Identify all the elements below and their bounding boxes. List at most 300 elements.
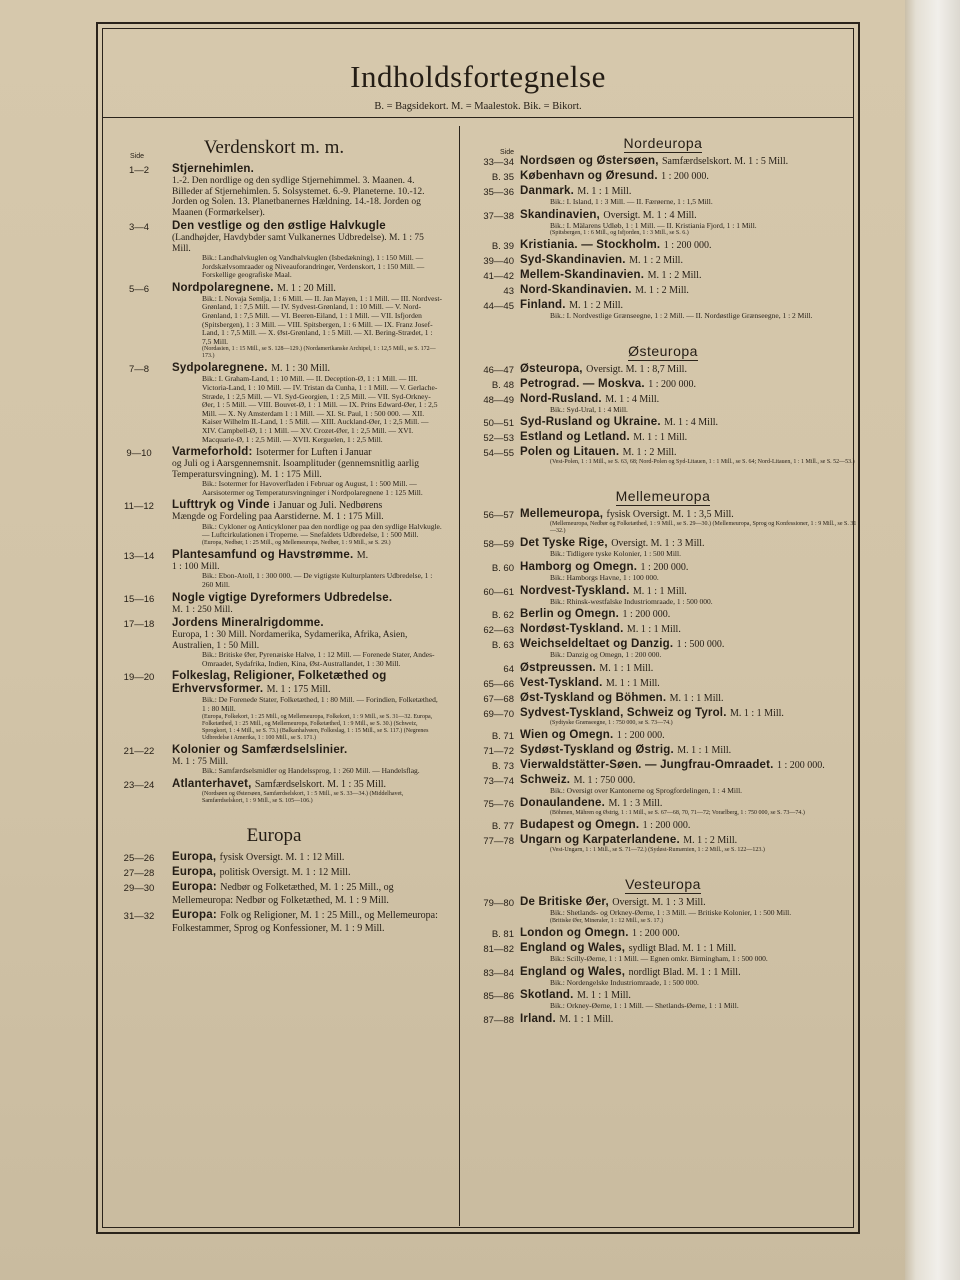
entry-title: Kolonier og Samfærdselslinier.	[172, 743, 348, 756]
entry-scale: M. 1 : 2 Mill.	[647, 270, 702, 282]
entry-scale: Oversigt. M. 1 : 4 Mill.	[603, 209, 697, 221]
page-number: 50—51	[483, 418, 514, 430]
section-title-text: Europa	[246, 824, 302, 846]
entry-scale: Samfærdselskort. M. 1 : 5 Mill.	[662, 156, 789, 167]
entry-scale: M. 1 : 1 Mill.	[605, 677, 660, 689]
toc-entry	[468, 819, 858, 832]
entry-heading	[172, 744, 442, 757]
page-number: 35—36	[483, 187, 514, 198]
entry-body	[520, 416, 858, 429]
entry-scale: 1 : 500 000.	[676, 639, 725, 651]
toc-entry	[468, 896, 858, 925]
entry-heading	[520, 759, 858, 772]
page-number: 11—12	[124, 501, 154, 513]
toc-entry	[468, 662, 858, 675]
entry-title: Nordsøen og Østersøen,	[520, 155, 659, 167]
toc-entry	[468, 927, 858, 940]
toc-entry	[468, 585, 858, 607]
page-number: 58—59	[483, 539, 514, 551]
entry-title: Folkeslag, Religioner, Folketæthed og Erhvervsformer.	[172, 670, 387, 696]
entry-title: Mellem-Skandinavien.	[520, 269, 645, 282]
entry-body	[520, 585, 858, 607]
page-number: 77—78	[483, 836, 514, 848]
entry-title: De Britiske Øer,	[520, 896, 609, 909]
entry-body	[520, 759, 858, 772]
entry-body	[520, 834, 858, 854]
entry-heading	[172, 282, 442, 295]
entry-title: Plantesamfund og Havstrømme.	[172, 548, 354, 561]
entry-inset-maps: Bik.: Danzig og Omegn, 1 : 200 000.	[550, 650, 662, 660]
page-number: 54—55	[483, 448, 514, 460]
section-title-text: Nordeuropa	[623, 135, 703, 151]
page-number: 15—16	[123, 593, 155, 605]
page-number: 52—53	[483, 433, 514, 445]
page-number: 75—76	[483, 799, 514, 811]
entry-title: Schweiz.	[520, 773, 571, 786]
page-number: B. 77	[491, 821, 514, 833]
entry-body	[520, 284, 858, 297]
entry-scale: fysisk Oversigt. M. 1 : 12 Mill.	[219, 851, 345, 863]
entry-title: Den vestlige og den østlige Halvkugle	[172, 220, 386, 232]
entry-title: England og Wales,	[520, 941, 626, 954]
entry-scale: 1 : 200 000.	[616, 729, 665, 741]
toc-entry	[106, 909, 442, 935]
page-number: 85—86	[483, 991, 514, 1003]
toc-entry	[468, 363, 858, 376]
entry-body	[520, 561, 858, 583]
entry-title: Nord-Skandinavien.	[520, 284, 632, 297]
entry-body	[172, 851, 442, 864]
toc-entry	[106, 744, 442, 776]
section-title	[468, 488, 858, 504]
entry-body	[520, 446, 858, 466]
entry-scale: M.	[356, 549, 369, 561]
entry-description: (Landhøjder, Havdybder samt Vulkanernes Udbredelse). M. 1 : 75 Mill.	[172, 233, 424, 254]
toc-entry	[468, 774, 858, 796]
entry-title: Mellemeuropa,	[520, 508, 604, 521]
entry-inset-maps: Bik.: I. Novaja Semlja, 1 : 6 Mill. — II. Jan Mayen, 1 : 1 Mill. — III. Nordvest-Grønland, 1 : 7,5 Mill. — IV. Sydvest-Grønland, 1 : 10 Mill. — V. Nord-Grønland, 1 : 7,5 Mill. — VI. Beeren-Eiland, 1 : 1 Mill. — VII. Isfjorden (Spitsbergen), 1 : 3 Mill. — VIII. Spitsbergen, 1 : 6 Mill. — IX. Franz Josef-Land, 1 : 7,5 Mill. — X. Øst-Grønland, 1 : 5 Mill. — XI. Bering-Strædet, 1 : 7,5 Mill.	[202, 293, 442, 346]
page-number: 83—84	[483, 967, 514, 979]
entry-heading	[172, 909, 442, 935]
entry-scale: M. 1 : 1 Mill.	[633, 432, 688, 444]
page-number: 65—66	[483, 678, 514, 690]
toc-entry	[468, 797, 858, 817]
entry-body	[172, 778, 442, 805]
entry-heading	[520, 819, 858, 832]
toc-entry	[468, 561, 858, 583]
entry-heading	[520, 942, 858, 955]
entry-scale: Oversigt. M. 1 : 3 Mill.	[611, 538, 705, 550]
entry-heading	[172, 881, 442, 907]
entry-heading	[520, 585, 858, 598]
entry-scale: M. 1 : 1 Mill.	[632, 585, 687, 597]
entry-title: Europa:	[172, 908, 217, 921]
page-number: 60—61	[483, 586, 514, 598]
entry-heading	[520, 797, 858, 810]
entry-title: London og Omegn.	[520, 926, 629, 939]
entry-heading	[172, 617, 442, 630]
toc-entry	[468, 299, 858, 321]
toc-entry	[468, 378, 858, 391]
section-title-text: Verdenskort m. m.	[203, 137, 345, 158]
entry-title: Ungarn og Karpaterlandene.	[520, 834, 680, 847]
entry-scale: Nedbør og Folketæthed, M. 1 : 25 Mill., og Mellemeuropa: Nedbør og Folketæthed, M. 1 : 9 Mill.	[172, 881, 394, 906]
entry-title: Atlanterhavet,	[172, 777, 252, 790]
toc-entry	[468, 942, 858, 964]
entry-title: Donaulandene.	[520, 797, 606, 810]
entry-title: Europa:	[172, 880, 217, 893]
entry-body	[520, 707, 858, 727]
entry-body	[520, 744, 858, 757]
section-title	[106, 137, 442, 159]
entry-description: 1 : 100 Mill.	[172, 561, 220, 572]
entry-body	[172, 499, 442, 547]
entry-title: Syd-Rusland og Ukraine.	[520, 416, 661, 429]
page-title: Indholdsfortegnelse	[350, 59, 606, 94]
entry-scale: 1 : 200 000.	[776, 759, 825, 771]
page-number: B. 39	[491, 241, 514, 253]
entry-heading	[520, 707, 858, 720]
toc-entry	[468, 393, 858, 415]
entry-scale: Folk og Religioner, M. 1 : 25 Mill., og Mellemeuropa: Folkestammer, Sprog og Konfessioner, M. 1 : 9 Mill.	[172, 909, 438, 934]
entry-inset-maps: Bik.: Shetlands- og Orkney-Øerne, 1 : 3 Mill. — Britiske Kolonier, 1 : 500 Mill.	[550, 908, 792, 918]
toc-entry	[106, 670, 442, 741]
entry-body	[520, 299, 858, 321]
entry-scale: M. 1 : 2 Mill.	[683, 835, 738, 847]
left-column	[106, 129, 442, 947]
entry-inset-maps: Bik.: I. Graham-Land, 1 : 10 Mill. — II. Deception-Ø, 1 : 1 Mill. — III. Victoria-Land, 1 : 10 Mill. — IV. Tristan da Cunha, 1 : 1 Mill. — V. Gerlache-Stræde, 1 : 2,5 Mill. — VI. Syd-Georgien, 1 : 2,5 Mill. — VII. Syd-Orkney-Øer, 1 : 5 Mill. — VIII. Bouvet-Ø, 1 : 1 Mill. — IX. Prins Edward-Øer, 1 : 2,5 Mill. — X. Ny Amsterdam 1 : 1 Mill. — XI. St. Paul, 1 : 500 000. — XII. Kaiser Wilhelm II.-Land, 1 : 5 Mill. — XIII. Auckland-Øer, 1 : 2,5 Mill. — XIV. Campbell-Ø, 1 : 1 Mill. — XV. Crozet-Øer, 1 : 2,5 Mill. — XVI. Macquarie-Ø, 1 : 2,5 Mill. — XVII. Kerguelen, 1 : 2,5 Mill.	[202, 374, 438, 444]
entry-description: 1.-2. Den nordlige og den sydlige Stjernehimmel. 3. Maanen. 4. Billeder af Stjernehimlen. 5. Solsystemet. 6.-9. Planeterne. 10.-12. Jorden og Solen. 13. Planetbanernes Hældning. 14.-18. Jorden og Maanen (Formørkelser).	[172, 176, 425, 218]
entry-body	[520, 393, 858, 415]
entry-scale: M. 1 : 175 Mill.	[266, 684, 331, 696]
entry-crossref-note: (Vest-Polen, 1 : 1 Mill., se S. 63, 68; Nord-Polen og Syd-Litauen, 1 : 1 Mill., se S. 64; Nord-Litauen, 1 : 1 Mill., se S. 52—53.)	[550, 459, 855, 466]
toc-entry	[468, 170, 858, 183]
page-number: 46—47	[483, 364, 514, 376]
section-title-text: Mellemeuropa	[615, 488, 711, 505]
section-title	[106, 825, 442, 847]
entry-heading	[520, 155, 858, 168]
page-number: B. 60	[491, 562, 514, 574]
entry-body	[520, 431, 858, 444]
toc-entry	[468, 155, 858, 168]
entry-body	[172, 909, 442, 935]
entry-title: Budapest og Omegn.	[520, 819, 640, 832]
page-frame	[96, 22, 860, 1234]
entry-heading	[172, 851, 442, 864]
entry-scale: sydligt Blad. M. 1 : 1 Mill.	[628, 942, 737, 954]
entry-scale: M. 1 : 1 Mill.	[577, 186, 632, 197]
entry-heading	[520, 446, 858, 459]
toc-entry	[468, 239, 858, 252]
toc-entry	[106, 592, 442, 616]
entry-title: Weichseldeltaet og Danzig.	[520, 638, 674, 651]
abbreviation-legend: B. = Bagsidekort. M. = Maalestok. Bik. = Bikort.	[374, 101, 582, 112]
entry-scale: i Januar og Juli. Nedbørens	[273, 500, 383, 512]
entry-body	[172, 617, 442, 668]
entry-title: Polen og Litauen.	[520, 446, 620, 459]
entry-body	[172, 362, 442, 444]
entry-scale: 1 : 200 000.	[632, 927, 680, 939]
entry-heading	[172, 778, 442, 791]
entry-heading	[172, 499, 442, 512]
toc-entry	[468, 759, 858, 772]
entry-body	[520, 239, 858, 252]
entry-body	[520, 623, 858, 636]
entry-heading	[520, 508, 858, 521]
entry-title: Danmark.	[520, 185, 575, 197]
toc-entry	[468, 269, 858, 282]
entry-body	[520, 608, 858, 621]
entry-title: Wien og Omegn.	[520, 728, 614, 741]
entry-heading	[520, 170, 858, 183]
entry-heading	[172, 549, 442, 562]
entry-inset-maps: Bik.: Britiske Øer, Pyrenæiske Halvø, 1 : 12 Mill. — Forenede Stater, Andes-Omraadet, Sydafrika, Indien, Kina, Øst-Australlandet, 1 : 30 Mill.	[202, 650, 435, 668]
entry-scale: M. 1 : 1 Mill.	[730, 707, 784, 719]
entry-inset-maps: Bik.: Nordengelske Industriomraade, 1 : 500 000.	[550, 977, 699, 987]
entry-heading	[520, 729, 858, 742]
toc-entry	[468, 185, 858, 207]
toc-entry	[106, 778, 442, 805]
entry-scale: M. 1 : 2 Mill.	[629, 255, 683, 267]
header-rule	[103, 117, 853, 118]
entry-title: Varmeforhold:	[172, 446, 253, 459]
entry-inset-maps: Bik.: De Forenede Stater, Folketæthed, 1 : 80 Mill. — Forindien, Folketæthed, 1 : 80 Mill.	[202, 695, 438, 713]
entry-inset-maps: Bik.: Landhalvkuglen og Vandhalvkuglen (Isbedækning), 1 : 150 Mill. — Jordskælvsomraader og Niveauforandringer, Verdenskort, 1 : 150 Mill. — Forskellige geografiske Maal.	[202, 253, 425, 280]
entry-inset-maps: Bik.: Scilly-Øerne, 1 : 1 Mill. — Egnen omkr. Birmingham, 1 : 500 000.	[550, 953, 768, 963]
entry-heading	[520, 1013, 858, 1026]
entry-title: Europa,	[172, 850, 217, 863]
entry-title: Østpreussen.	[520, 661, 596, 674]
entry-body	[172, 592, 442, 616]
entry-heading	[520, 662, 858, 675]
page-number: 33—34	[483, 157, 514, 168]
entry-title: Nordvest-Tyskland.	[520, 584, 630, 597]
toc-entry	[468, 692, 858, 705]
entry-description: M. 1 : 250 Mill.	[172, 604, 233, 615]
entry-body	[520, 729, 858, 742]
toc-entry	[468, 284, 858, 297]
entry-scale: M. 1 : 2 Mill.	[635, 285, 689, 297]
entry-title: Vierwaldstätter-Søen. — Jungfrau-Omraadet.	[520, 758, 774, 771]
entry-title: Petrograd. — Moskva.	[520, 377, 645, 390]
entry-scale: M. 1 : 3 Mill.	[608, 798, 663, 810]
entry-crossref-note: (Nordasien, 1 : 15 Mill., se S. 128—129.) (Nordamerikanske Archipel, 1 : 12,5 Mill., se S. 172—173.)	[202, 346, 436, 360]
toc-entry	[468, 1013, 858, 1026]
toc-entry	[468, 537, 858, 559]
toc-entry	[468, 744, 858, 757]
entry-inset-maps: Bik.: I. Island, 1 : 3 Mill. — II. Færøerne, 1 : 1,5 Mill.	[550, 197, 713, 206]
toc-entry	[106, 499, 442, 547]
toc-entry	[468, 729, 858, 742]
page-number: 23—24	[123, 779, 155, 791]
entry-scale: 1 : 200 000.	[663, 240, 712, 252]
entry-inset-maps: Bik.: Oversigt over Kantonerne og Sprogfordelingen, 1 : 4 Mill.	[550, 785, 743, 795]
right-column	[468, 129, 858, 1042]
toc-entry	[106, 881, 442, 907]
page-number: 69—70	[483, 708, 514, 720]
entry-scale: M. 1 : 750 000.	[573, 774, 636, 786]
page-number: 19—20	[123, 672, 155, 684]
entry-heading	[520, 677, 858, 690]
entry-scale: 1 : 200 000.	[648, 378, 696, 390]
entry-scale: Oversigt. M. 1 : 3 Mill.	[612, 897, 706, 909]
entry-heading	[520, 431, 858, 444]
toc-entry	[106, 617, 442, 668]
entry-heading	[520, 966, 858, 979]
entry-body	[520, 927, 858, 940]
page-frame-inner	[102, 28, 857, 1228]
page-number: 48—49	[483, 394, 514, 406]
entry-scale: M. 1 : 1 Mill.	[599, 662, 654, 674]
page-number: B. 81	[491, 928, 514, 940]
entry-title: Berlin og Omegn.	[520, 608, 620, 621]
entry-title: Det Tyske Rige,	[520, 537, 608, 550]
entry-title: Østeuropa,	[520, 362, 583, 375]
page-number: 21—22	[123, 745, 155, 757]
entry-crossref-note: (Böhmen, Mähren og Østrig, 1 : 1 Mill., se S. 67—68, 70, 71—72; Vorarlberg, 1 : 750 000, se S. 73—74.)	[550, 810, 805, 817]
entry-scale: M. 1 : 4 Mill.	[664, 417, 719, 429]
entry-inset-maps: Bik.: Syd-Ural, 1 : 4 Mill.	[550, 404, 628, 414]
entry-title: Sydvest-Tyskland, Schweiz og Tyrol.	[520, 706, 727, 719]
entry-body	[520, 269, 858, 282]
toc-entry	[468, 508, 858, 535]
entry-body	[520, 989, 858, 1011]
page-number: 9—10	[126, 448, 152, 460]
section-title	[468, 343, 858, 359]
entry-scale: M. 1 : 4 Mill.	[605, 393, 660, 405]
entry-body	[520, 378, 858, 391]
entry-title: Nordøst-Tyskland.	[520, 623, 624, 636]
page-number: 43	[503, 286, 514, 298]
entry-heading	[520, 744, 858, 757]
entry-title: Vest-Tyskland.	[520, 676, 603, 689]
page-number: 27—28	[123, 867, 155, 879]
side-column-label: Side	[130, 153, 145, 160]
entry-heading	[520, 774, 858, 787]
entry-title: Europa,	[172, 865, 217, 878]
column-divider	[459, 126, 460, 1226]
toc-entry	[106, 362, 442, 444]
entry-scale: fysisk Oversigt. M. 1 : 3,5 Mill.	[606, 509, 734, 521]
page-number: 17—18	[123, 619, 155, 631]
page-number: 13—14	[123, 550, 155, 562]
entry-description: Mængde og Fordeling paa Aarstiderne. M. 1 : 175 Mill.	[172, 512, 384, 523]
entry-heading	[520, 254, 858, 267]
page-number: 39—40	[483, 256, 514, 268]
entry-title: Skotland.	[520, 989, 574, 1002]
entry-body	[520, 508, 858, 535]
entry-heading	[172, 163, 442, 176]
page-number: B. 73	[491, 760, 514, 772]
page-number: 79—80	[483, 898, 514, 910]
entry-heading	[172, 866, 442, 879]
entry-crossref-note: (Mellemeuropa, Nedbør og Folketæthed, 1 : 9 Mill., se S. 29—30.) (Mellemeuropa, Sprog og Konfessioner, 1 : 9 Mill., se S. 31—32.)	[550, 521, 857, 535]
entry-inset-maps: Bik.: Rhinsk-westfalske Industriomraade, 1 : 500 000.	[550, 596, 713, 606]
entry-body	[520, 896, 858, 925]
entry-heading	[520, 393, 858, 406]
entry-body	[520, 363, 858, 376]
entry-inset-maps: Bik.: Samfærdselsmidler og Handelssprog, 1 : 260 Mill. — Handelsflag.	[202, 766, 420, 776]
entry-body	[172, 744, 442, 776]
entry-body	[172, 282, 442, 361]
toc-entry	[468, 608, 858, 621]
entry-inset-maps: Bik.: Orkney-Øerne, 1 : 1 Mill. — Shetlands-Øerne, 1 : 1 Mill.	[550, 1001, 739, 1011]
page-number: 44—45	[483, 301, 514, 313]
entry-heading	[520, 834, 858, 847]
entry-body	[520, 774, 858, 796]
page-number: 81—82	[483, 943, 514, 955]
page-number: 64	[503, 663, 514, 675]
entry-description: og Juli og i Aarsgennemsnit. Isoamplituder (gennemsnitlig aarlig Temperatursvingning). M. 1 : 175 Mill.	[172, 459, 419, 480]
entry-title: Nogle vigtige Dyreformers Udbredelse.	[172, 591, 393, 604]
entry-scale: 1 : 200 000.	[622, 609, 671, 621]
entry-scale: M. 1 : 30 Mill.	[271, 363, 330, 375]
toc-entry	[468, 834, 858, 854]
entry-title: Sydpolaregnene.	[172, 362, 268, 375]
entry-scale: politisk Oversigt. M. 1 : 12 Mill.	[219, 866, 351, 878]
entry-body	[172, 163, 442, 218]
entry-inset-maps: Bik.: Ebon-Atoll, 1 : 300 000. — De vigtigste Kulturplanters Udbredelse, 1 : 260 Mill.	[202, 571, 433, 590]
entry-heading	[520, 378, 858, 391]
entry-title: Kristiania. — Stockholm.	[520, 239, 661, 252]
entry-crossref-note: (Spitsbergen, 1 : 6 Mill., og Isfjorden, 1 : 3 Mill., se S. 6.)	[550, 230, 689, 237]
toc-entry	[106, 851, 442, 864]
page-number: 7—8	[128, 364, 150, 376]
section-title	[468, 876, 858, 892]
page-number: 41—42	[483, 271, 514, 283]
entry-heading	[520, 927, 858, 940]
entry-heading	[172, 446, 442, 459]
entry-title: Jordens Mineralrigdomme.	[172, 617, 324, 630]
entry-body	[520, 677, 858, 690]
entry-heading	[520, 363, 858, 376]
background-right	[898, 0, 960, 1280]
page-number: 67—68	[483, 693, 514, 705]
entry-scale: Oversigt. M. 1 : 8,7 Mill.	[586, 363, 687, 375]
section-title-text: Vesteuropa	[625, 876, 701, 893]
page-number: B. 63	[491, 640, 514, 652]
entry-body	[520, 819, 858, 832]
toc-entry	[468, 416, 858, 429]
entry-body	[172, 866, 442, 879]
entry-scale: 1 : 200 000.	[642, 820, 691, 832]
entry-heading	[172, 220, 442, 233]
entry-title: Lufttryk og Vinde	[172, 499, 270, 512]
entry-title: Nordpolaregnene.	[172, 281, 274, 294]
entry-body	[172, 881, 442, 907]
entry-heading	[520, 209, 858, 222]
entry-body	[172, 220, 442, 280]
side-column-label: Side	[500, 149, 515, 156]
page-number: 71—72	[483, 745, 514, 757]
section-title-text: Østeuropa	[628, 342, 698, 359]
section-title	[468, 135, 858, 151]
page-number: 1—2	[128, 165, 150, 176]
entry-title: Syd-Skandinavien.	[520, 254, 626, 267]
entry-scale: M. 1 : 2 Mill.	[569, 300, 623, 312]
page-number: B. 48	[491, 379, 514, 391]
entry-crossref-note: (Nordsøen og Østersøen, Samfærdselskort, 1 : 5 Mill., se S. 33—34.) (Middelhavet, Samfærdselskort, 1 : 9 Mill., se S. 105—106.)	[202, 790, 404, 804]
page-number: B. 62	[491, 610, 514, 622]
entry-heading	[520, 416, 858, 429]
entry-scale: M. 1 : 1 Mill.	[669, 692, 724, 704]
toc-entry	[468, 989, 858, 1011]
entry-body	[520, 662, 858, 675]
toc-entry	[468, 254, 858, 267]
entry-description: M. 1 : 75 Mill.	[172, 756, 228, 767]
toc-entry	[468, 638, 858, 660]
entry-body	[520, 966, 858, 988]
